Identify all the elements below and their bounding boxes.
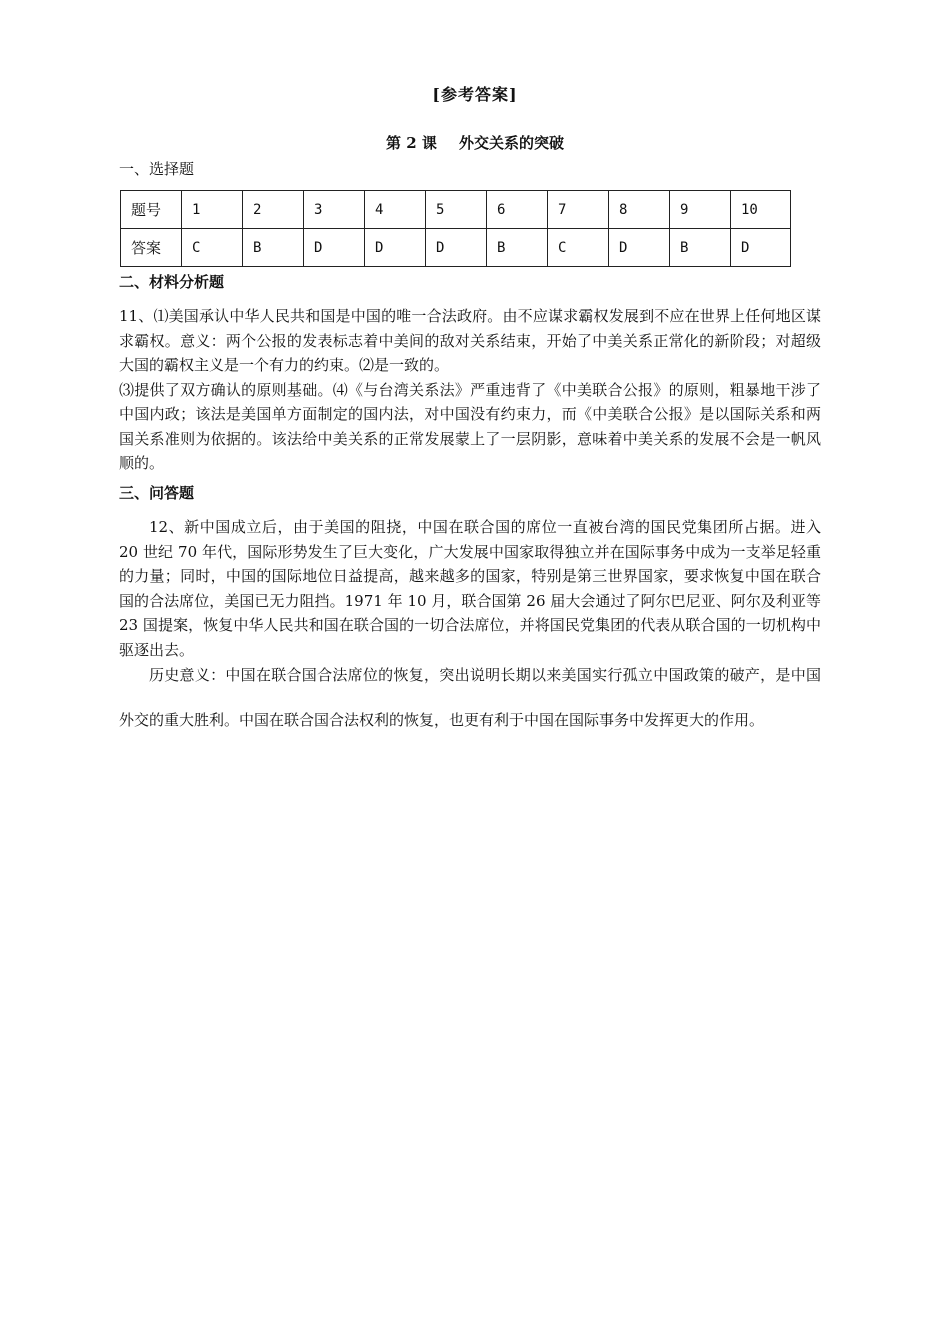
material-answer-paragraph: 11、⑴美国承认中华人民共和国是中国的唯一合法政府。由不应谋求霸权发展到不应在世界上任何地区谋求霸权。意义：两个公报的发表标志着中美间的敌对关系结束，开始了中美关系正常化的新阶段；对超级大国的霸权主义是一个有力的约束。⑵是一致的。 (119, 307, 821, 374)
question-number: 2 (243, 191, 304, 229)
question-number: 6 (487, 191, 548, 229)
material-answer-paragraph: ⑶提供了双方确认的原则基础。⑷《与台湾关系法》严重违背了《中美联合公报》的原则，粗暴地干涉了中国内政；该法是美国单方面制定的国内法，对中国没有约束力，而《中美联合公报》是以国际关系和两国关系准则为依据的。该法给中美关系的正常发展蒙上了一层阴影，意味着中美关系的发展不会是一帆风顺的。 (119, 380, 821, 472)
answer-table (120, 190, 791, 267)
section-choice-title: 一、选择题 (119, 160, 195, 178)
answer-cell: D (365, 229, 426, 267)
answer-cell: B (243, 229, 304, 267)
question-number: 5 (426, 191, 487, 229)
question-number: 8 (609, 191, 670, 229)
row-label-number: 题号 (121, 191, 182, 229)
row-label-answer: 答案 (121, 229, 182, 267)
lesson-name: 外交关系的突破 (458, 134, 564, 152)
question-number-row (121, 191, 791, 229)
answer-cell: C (548, 229, 609, 267)
significance-paragraph: 历史意义：中国在联合国合法席位的恢复，突出说明长期以来美国实行孤立中国政策的破产，是中国外交的重大胜利。中国在联合国合法权利的恢复，也更有利于中国在国际事务中发挥更大的作用。 (119, 666, 821, 729)
question-number: 9 (670, 191, 731, 229)
question-answer-paragraph: 12、新中国成立后，由于美国的阻挠，中国在联合国的席位一直被台湾的国民党集团所占据。进入 20 世纪 70 年代，国际形势发生了巨大变化，广大发展中国家取得独立并在国际事务中成为一支举足轻重的力量；同时，中国的国际地位日益提高，越来越多的国家，特别是第三世界国家，要求恢复中国在联合国的合法席位，美国已无力阻挡。1971 年 10 月，联合国第 26 届大会通过了阿尔巴尼亚、阿尔及利亚等 23 国提案，恢复中华人民共和国在联合国的一切合法席位，并将国民党集团的代表从联合国的一切机构中驱逐出去。 (119, 518, 821, 659)
question-number: 10 (731, 191, 791, 229)
answer-cell: D (426, 229, 487, 267)
answer-cell: D (304, 229, 365, 267)
question-number: 1 (182, 191, 243, 229)
answer-cell: C (182, 229, 243, 267)
answer-row (121, 229, 791, 267)
lesson-title (0, 132, 950, 153)
lesson-number: 第 2 课 (386, 134, 437, 152)
answer-cell: D (731, 229, 791, 267)
question-number: 7 (548, 191, 609, 229)
material-answer (119, 304, 821, 476)
answer-cell: D (609, 229, 670, 267)
question-number: 3 (304, 191, 365, 229)
section-question-title: 三、问答题 (119, 484, 195, 502)
question-number: 4 (365, 191, 426, 229)
reference-answer-title: [参考答案] (432, 85, 518, 104)
section-material-title: 二、材料分析题 (119, 273, 225, 291)
answer-cell: B (487, 229, 548, 267)
answer-cell: B (670, 229, 731, 267)
question-answer (119, 515, 821, 743)
